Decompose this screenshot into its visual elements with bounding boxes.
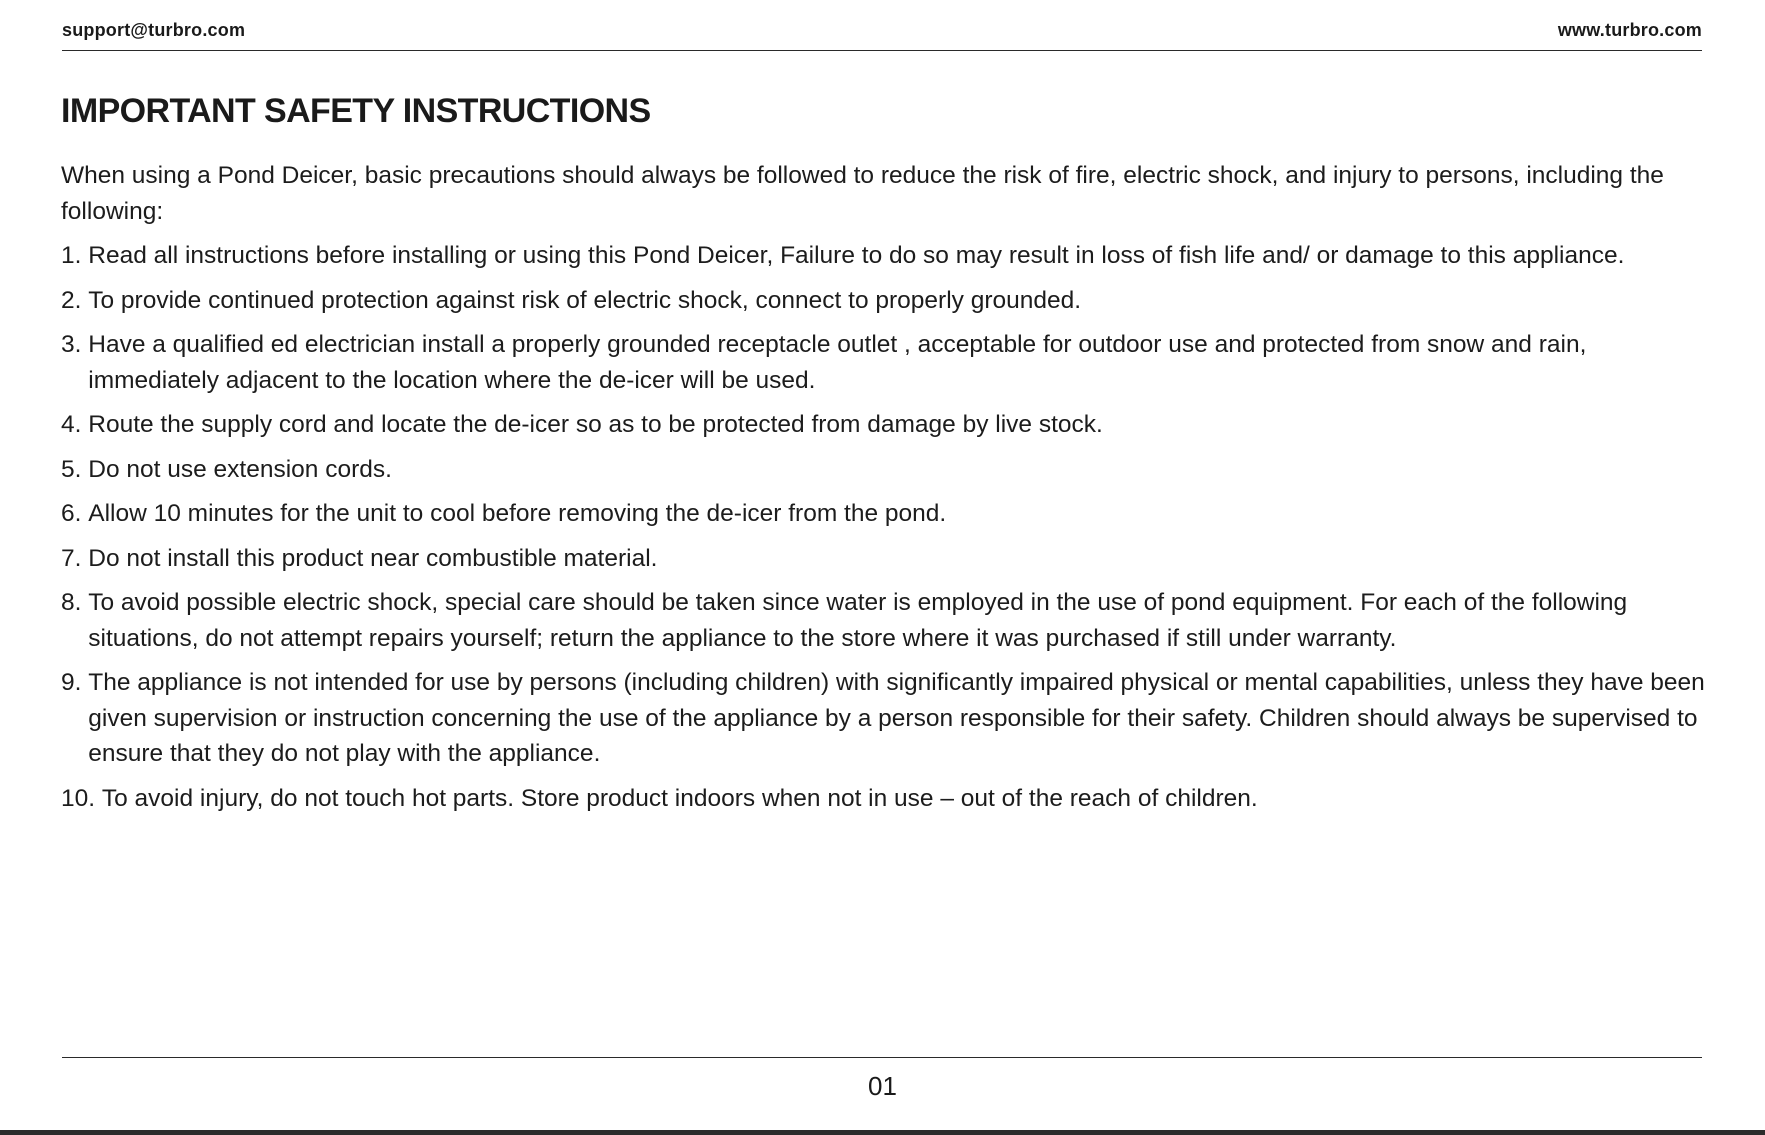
item-number: 3. — [61, 331, 89, 358]
item-text: Do not install this product near combustible material. — [88, 544, 658, 572]
item-text: Do not use extension cords. — [88, 455, 392, 483]
item-number: 1. — [61, 242, 89, 269]
page-number: 01 — [868, 1071, 897, 1101]
instruction-item — [61, 238, 1706, 274]
item-text: To avoid injury, do not touch hot parts. Store product indoors when not in use – out of the reach of children. — [101, 784, 1258, 812]
instruction-item — [61, 585, 1706, 656]
instruction-item — [61, 496, 1706, 532]
item-text: Allow 10 minutes for the unit to cool before removing the de-icer from the pond. — [88, 500, 947, 527]
website-link[interactable]: www.turbro.com — [1557, 20, 1702, 40]
item-number: 7. — [61, 544, 89, 572]
page-title: IMPORTANT SAFETY INSTRUCTIONS — [61, 92, 651, 130]
item-text: Read all instructions before installing or using this Pond Deicer, Failure to do so may result in loss of fish life and/ or damage to this appliance. — [88, 242, 1625, 269]
instructions-list — [61, 238, 1706, 816]
item-number: 9. — [61, 669, 89, 696]
instruction-item — [61, 541, 1706, 577]
item-text: To avoid possible electric shock, special care should be taken since water is employed in the use of pond equipment. For each of the following situations, do not attempt repairs yourself; return the appliance to the store where it was purchased if still under warranty. — [88, 589, 1628, 652]
item-text: To provide continued protection against risk of electric shock, connect to properly grounded. — [88, 286, 1082, 314]
item-number: 5. — [61, 455, 89, 483]
item-text: The appliance is not intended for use by persons (including children) with significantly impaired physical or mental capabilities, unless they have been given supervision or instruction concerning the use of the appliance by a person responsible for their safety. Children should always be supervised to ensure that they do not play with the appliance. — [88, 669, 1705, 767]
instruction-item — [61, 327, 1706, 398]
item-text: Have a qualified ed electrician install a properly grounded receptacle outlet , acceptable for outdoor use and protected from snow and rain, immediately adjacent to the location where the de-icer will be used. — [88, 331, 1587, 394]
intro-paragraph: When using a Pond Deicer, basic precautions should always be followed to reduce the risk of fire, electric shock, and injury to persons, including the following: — [61, 162, 1664, 225]
item-number: 2. — [61, 286, 89, 314]
item-number: 6. — [61, 500, 89, 527]
instruction-item — [61, 452, 1706, 488]
item-number: 10. — [61, 784, 102, 812]
item-number: 4. — [61, 411, 89, 438]
page-header — [62, 18, 1702, 51]
instruction-item — [61, 781, 1706, 817]
footer-divider — [62, 1057, 1702, 1058]
item-number: 8. — [61, 589, 89, 616]
bottom-edge-bar — [0, 1130, 1765, 1135]
item-text: Route the supply cord and locate the de-icer so as to be protected from damage by live stock. — [88, 411, 1103, 438]
support-email[interactable]: support@turbro.com — [62, 20, 246, 40]
instruction-item — [61, 407, 1706, 443]
instructions-body — [61, 158, 1706, 825]
instruction-item — [61, 665, 1706, 772]
instruction-item — [61, 283, 1706, 319]
